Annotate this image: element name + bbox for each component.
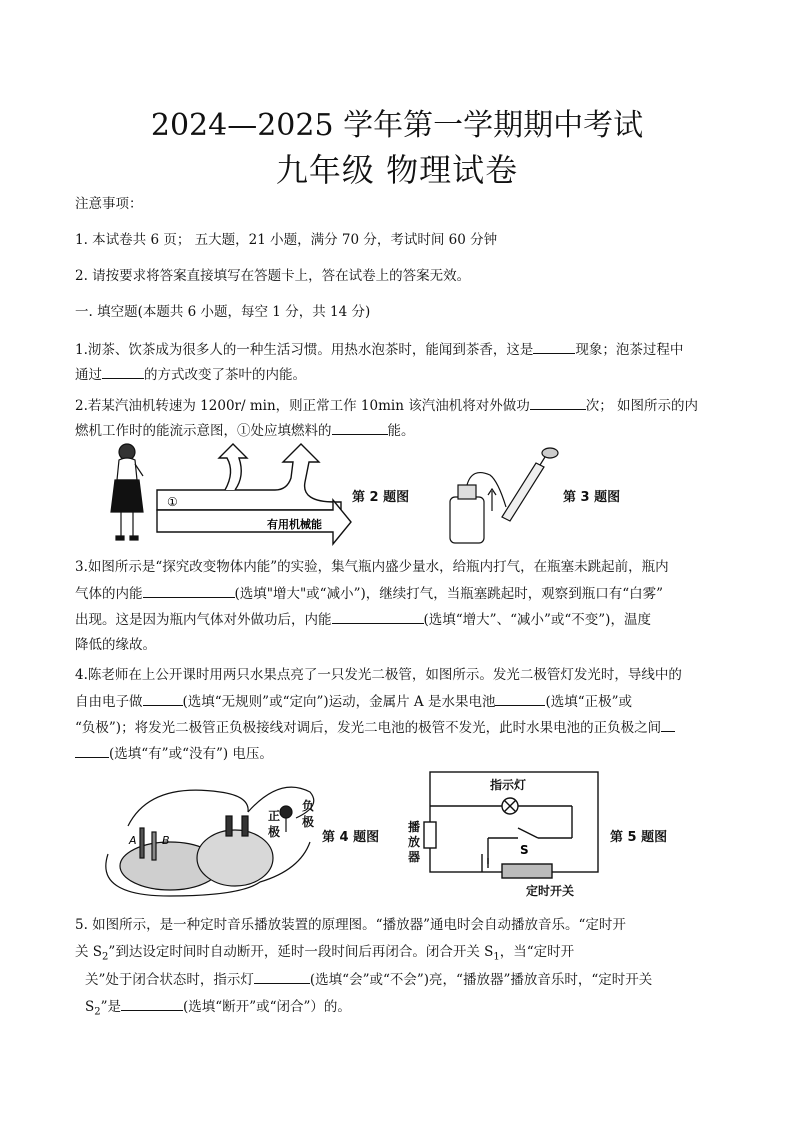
figure-4-fruit-battery: [100, 772, 330, 900]
q1-text-a: 1.沏茶、饮茶成为很多人的一种生活习惯。用热水泡茶时，能闻到茶香，这是: [75, 342, 534, 358]
useful-energy-label: 有用机械能: [267, 518, 322, 531]
hand-icon: [542, 448, 558, 458]
answer-blank[interactable]: [121, 996, 183, 1011]
question-3-line-3: [75, 609, 651, 630]
q5-sub-b: 1: [493, 951, 500, 963]
label-b: B: [162, 834, 170, 847]
label-a: A: [129, 834, 137, 847]
person-illustration: [111, 444, 143, 540]
gas-bottle: [450, 497, 484, 543]
timer-switch-box: [502, 864, 552, 878]
circle-one-label: ①: [167, 495, 178, 509]
q4-text-d: “负极”)；将发光二极管正负极接线对调后，发光二电池的极管不发光，此时水果电池的正负极之间: [75, 720, 662, 736]
negative-label: 负极: [302, 799, 315, 829]
question-3-line-2: [75, 583, 663, 604]
q3-text-c: 出现。这是因为瓶内气体对外做功后，内能: [75, 612, 332, 628]
question-1-line-1: [75, 339, 683, 360]
answer-blank[interactable]: [332, 420, 388, 435]
answer-blank[interactable]: [495, 691, 545, 706]
q5-sub-a: 2: [102, 951, 109, 963]
question-1-line-2: [75, 364, 306, 385]
q1-text-c: 通过: [75, 367, 102, 383]
q5-text-c: ，当“定时开: [499, 944, 575, 960]
q5-text-a: 关 S: [75, 944, 103, 960]
q4-text-b: (选填“无规则”或“定向”)运动，金属片 A 是水果电池: [182, 694, 496, 710]
figure-3-pump-bottle: [440, 447, 560, 547]
q4-text-e: (选填“有”或“没有”) 电压。: [109, 746, 273, 762]
answer-blank[interactable]: [102, 364, 144, 379]
figure-3-label: 第 3 题图: [563, 490, 621, 505]
question-4-line-2: [75, 691, 632, 712]
question-4-line-1: 4.陈老师在上公开课时用两只水果点亮了一只发光二极管，如图所示。发光二极管灯发光时，导线中的: [75, 667, 682, 683]
q5-text-b: ”到达设定时间时自动断开，延时一段时间后再闭合。闭合开关 S: [108, 944, 494, 960]
timer-label: 定时开关: [526, 884, 575, 898]
question-5-line-1: 5. 如图所示，是一种定时音乐播放装置的原理图。“播放器”通电时会自动播放音乐。“定时开: [75, 917, 626, 933]
figure-5-label: 第 5 题图: [610, 830, 668, 845]
answer-blank[interactable]: [332, 609, 424, 624]
q5-text-h: (选填“断开”或“闭合”）的。: [183, 999, 351, 1015]
notice-heading: 注意事项：: [75, 196, 143, 212]
q1-text-b: 现象；泡茶过程中: [575, 342, 684, 358]
notice-item-2: 2. 请按要求将答案直接填写在答题卡上，答在试卷上的答案无效。: [75, 268, 471, 284]
q5-text-d: 关”处于闭合状态时，指示灯: [85, 972, 254, 988]
q2-text-c: 燃机工作时的能流示意图，①处应填燃料的: [75, 423, 332, 439]
exam-title: 2024—2025 学年第一学期期中考试: [150, 108, 644, 143]
section-1-heading: 一. 填空题(本题共 6 小题，每空 1 分，共 14 分): [75, 304, 371, 320]
question-4-line-3: [75, 717, 675, 738]
question-5-line-2: [75, 942, 574, 968]
answer-blank[interactable]: [530, 395, 586, 410]
figure-2-energy-flow: [105, 440, 375, 550]
question-5-line-4: [85, 996, 351, 1023]
q2-text-b: 次； 如图所示的内: [585, 398, 699, 414]
bottle-stopper: [458, 485, 476, 499]
q5-text-g: ”是: [100, 999, 122, 1015]
figure-4-label: 第 4 题图: [322, 830, 380, 845]
answer-blank[interactable]: [75, 743, 109, 758]
q1-text-d: 的方式改变了茶叶的内能。: [144, 367, 306, 383]
answer-blank[interactable]: [661, 717, 675, 732]
q5-sub-c: 2: [94, 1006, 101, 1018]
figure-2-label: 第 2 题图: [352, 490, 410, 505]
switch-s1: [518, 828, 538, 838]
metal-a: [140, 828, 144, 858]
positive-label: 正极: [268, 809, 281, 839]
pump-body: [502, 463, 544, 521]
q5-text-f: S: [85, 999, 95, 1015]
question-4-line-4: [75, 743, 273, 764]
q2-text-a: 2.若某汽油机转速为 1200r/ min，则正常工作 10min 该汽油机将对外做功: [75, 398, 530, 414]
fruit-right: [197, 830, 273, 886]
q3-text-a: 气体的内能: [75, 586, 143, 602]
q3-text-d: (选填“增大”、“减小”或“不变”)，温度: [423, 612, 651, 628]
q4-text-c: (选填“正极”或: [545, 694, 633, 710]
question-3-line-1: 3.如图所示是“探究改变物体内能”的实验，集气瓶内盛少量水，给瓶内打气，在瓶塞未跳起前，瓶内: [75, 559, 669, 575]
exam-subtitle: 九年级 物理试卷: [275, 151, 519, 189]
question-5-line-3: [85, 969, 652, 990]
q4-text-a: 自由电子做: [75, 694, 143, 710]
q5-text-e: (选填“会”或“不会”)亮，“播放器”播放音乐时，“定时开关: [309, 972, 653, 988]
q3-text-b: (选填"增大"或“减小”)，继续打气，当瓶塞跳起时，观察到瓶口有“白雾”: [234, 586, 664, 602]
answer-blank[interactable]: [254, 969, 310, 984]
switch-label: S: [520, 843, 529, 857]
answer-blank[interactable]: [533, 339, 575, 354]
question-2-line-2: [75, 420, 415, 441]
notice-item-1: 1. 本试卷共 6 页； 五大题，21 小题，满分 70 分，考试时间 60 分钟: [75, 232, 498, 248]
player-label: 播放器: [408, 820, 421, 864]
answer-blank[interactable]: [143, 583, 235, 598]
answer-blank[interactable]: [143, 691, 183, 706]
question-3-line-4: 降低的缘故。: [75, 637, 156, 653]
player-resistor: [424, 822, 436, 848]
q2-text-d: 能。: [387, 423, 415, 439]
question-2-line-1: [75, 395, 698, 416]
indicator-label: 指示灯: [490, 778, 527, 792]
metal-b: [152, 832, 156, 860]
